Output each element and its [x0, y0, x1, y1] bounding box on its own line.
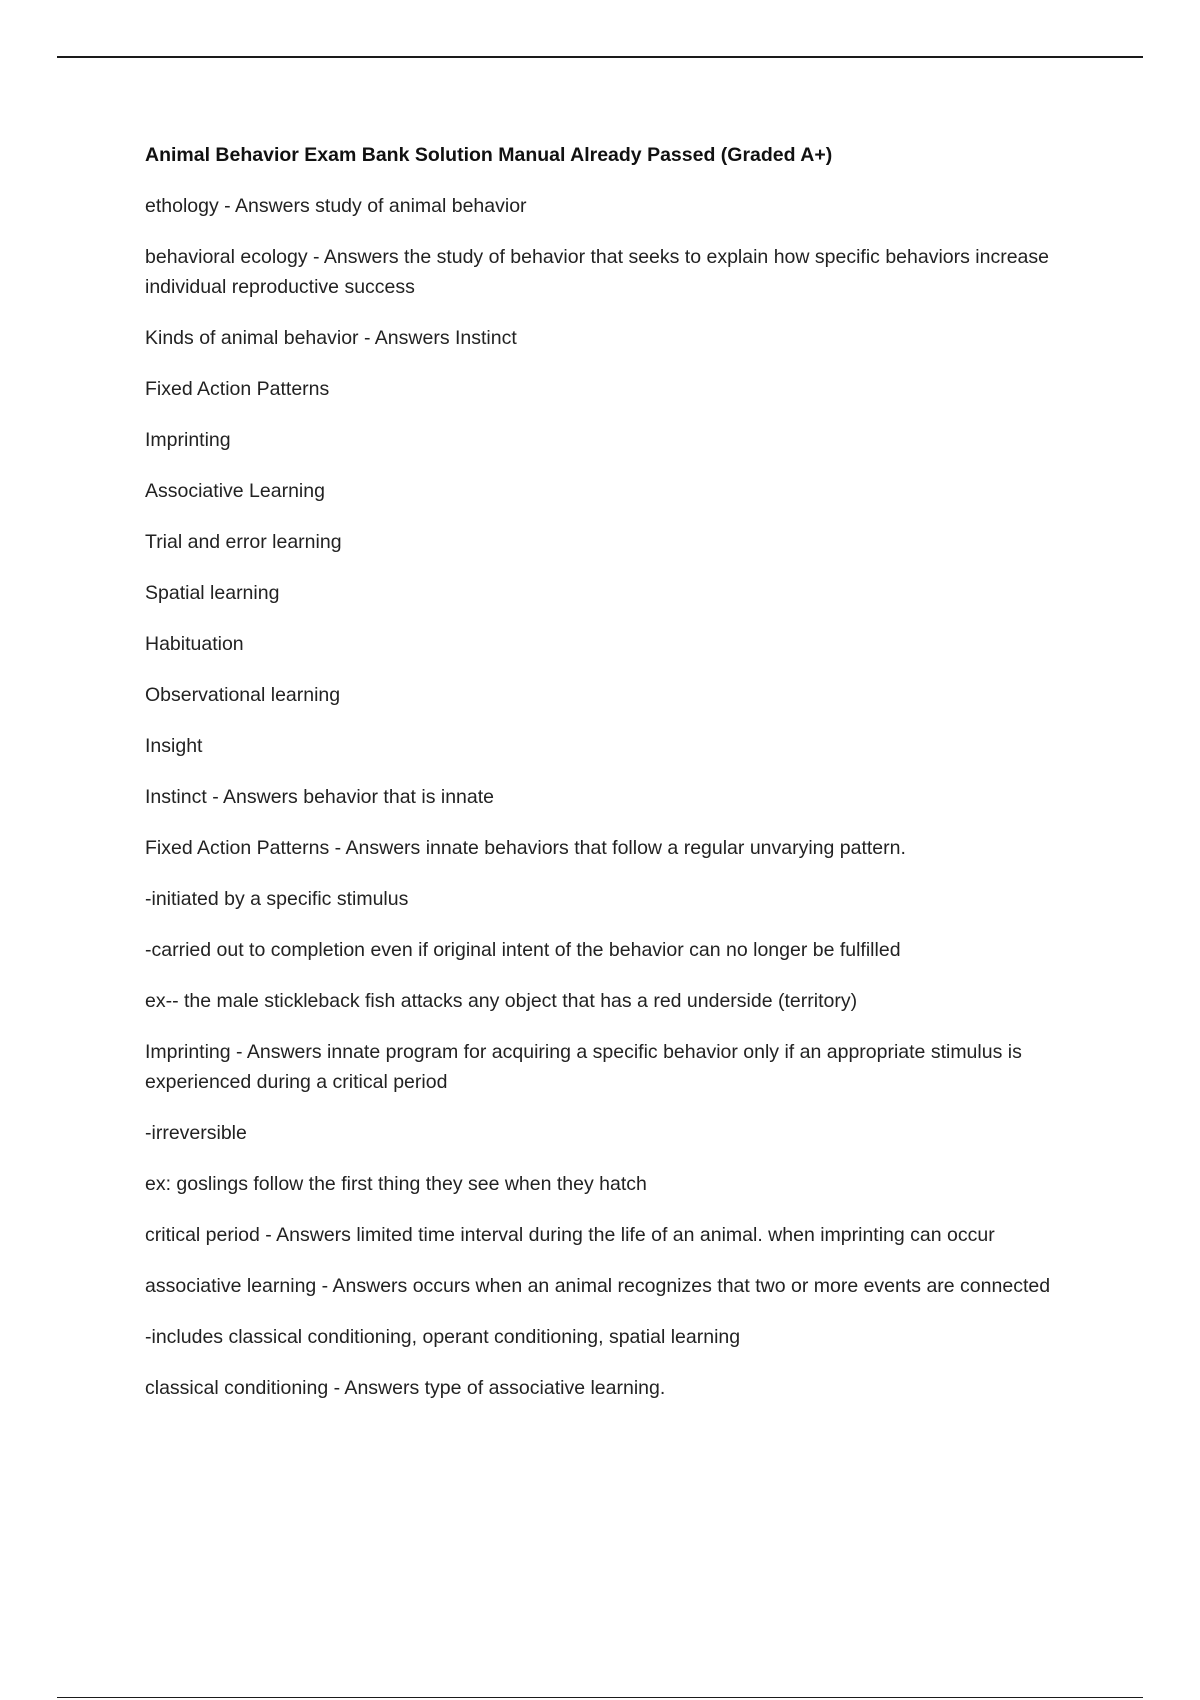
paragraph: Imprinting - Answers innate program for acquiring a specific behavior only if an appropriate stimulus is experienced during a critical period: [145, 1041, 1022, 1093]
document-title: Animal Behavior Exam Bank Solution Manual Already Passed (Graded A+): [145, 144, 833, 166]
paragraph: -includes classical conditioning, operant conditioning, spatial learning: [145, 1326, 741, 1348]
paragraph: critical period - Answers limited time interval during the life of an animal. when imprinting can occur: [145, 1224, 995, 1246]
paragraph: Insight: [145, 735, 203, 757]
paragraph: ex: goslings follow the first thing they see when they hatch: [145, 1173, 647, 1195]
paragraph: behavioral ecology - Answers the study of behavior that seeks to explain how specific behaviors increase individual reproductive success: [145, 246, 1049, 298]
paragraph: classical conditioning - Answers type of associative learning.: [145, 1377, 666, 1399]
paragraph: Habituation: [145, 633, 244, 655]
paragraph: Associative Learning: [145, 480, 325, 502]
paragraph: -carried out to completion even if original intent of the behavior can no longer be fulfilled: [145, 939, 901, 961]
paragraph: Trial and error learning: [145, 531, 342, 553]
paragraph: -irreversible: [145, 1122, 247, 1144]
paragraph: associative learning - Answers occurs when an animal recognizes that two or more events are connected: [145, 1275, 1051, 1297]
paragraph: ex-- the male stickleback fish attacks any object that has a red underside (territory): [145, 990, 858, 1012]
paragraph: Spatial learning: [145, 582, 280, 604]
paragraph: Imprinting: [145, 429, 231, 451]
paragraph: ethology - Answers study of animal behavior: [145, 195, 527, 217]
document-body: [145, 140, 1095, 1424]
paragraph: Observational learning: [145, 684, 341, 706]
footer-rule: [57, 1697, 1143, 1698]
paragraph: -initiated by a specific stimulus: [145, 888, 409, 910]
paragraph: Fixed Action Patterns: [145, 378, 330, 400]
header-rule: [57, 56, 1143, 58]
paragraph: Kinds of animal behavior - Answers Instinct: [145, 327, 517, 349]
paragraph: Fixed Action Patterns - Answers innate behaviors that follow a regular unvarying pattern.: [145, 837, 906, 859]
paragraph: Instinct - Answers behavior that is innate: [145, 786, 495, 808]
